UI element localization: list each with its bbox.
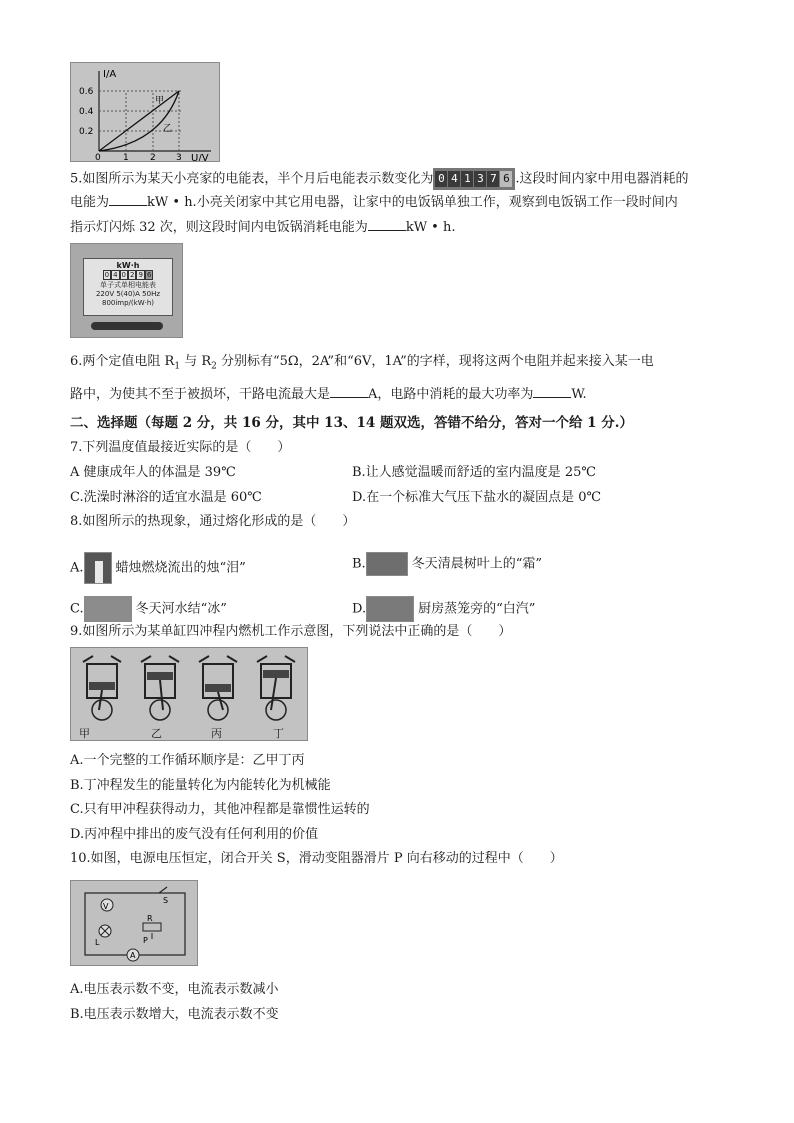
circuit-label-switch: S — [163, 896, 169, 905]
q8-option-a[interactable]: A. 蜡烛燃烧流出的烛“泪” — [70, 552, 246, 584]
circuit-photo — [70, 880, 198, 966]
engine-label-yi: 乙 — [151, 727, 162, 740]
circuit-label-ammeter: A — [130, 951, 136, 960]
q9-option-b[interactable]: B.丁冲程发生的能量转化为内能转化为机械能 — [70, 778, 331, 793]
meter-reading: 0 4 1 3 7 6 — [433, 168, 515, 190]
q6-line2: 路中，为使其不至于被损坏，干路电流最大是 A，电路中消耗的最大功率为 W. — [70, 387, 587, 402]
engine-strokes-photo — [70, 647, 308, 741]
engine-label-ding: 丁 — [273, 727, 284, 740]
q5-line3: 指示灯闪烁 32 次，则这段时间内电饭锅消耗电能为 kW • h. — [70, 220, 456, 235]
steamer-photo — [366, 596, 414, 622]
y-tick: 0.4 — [79, 107, 94, 117]
meter-caption: 220V 5(40)A 50Hz — [95, 290, 161, 298]
curve-label: 乙 — [163, 124, 173, 134]
circuit-label-lamp: L — [95, 938, 100, 947]
q9-option-a[interactable]: A.一个完整的工作循环顺序是：乙甲丁丙 — [70, 753, 305, 768]
q10-option-b[interactable]: B.电压表示数增大，电流表示数不变 — [70, 1007, 279, 1022]
q8-option-d[interactable]: D. 厨房蒸笼旁的“白汽” — [352, 596, 535, 622]
y-axis-label: I/A — [103, 69, 117, 80]
answer-blank[interactable] — [109, 193, 147, 206]
circuit-label-voltmeter: V — [103, 902, 109, 911]
engine-label-bing: 丙 — [211, 727, 222, 740]
q8-option-b[interactable]: B. 冬天清晨树叶上的“霜” — [352, 552, 542, 576]
frost-photo — [366, 552, 408, 576]
q9-stem: 9.如图所示为某单缸四冲程内燃机工作示意图，下列说法中正确的是（ ） — [70, 624, 512, 639]
iu-graph — [71, 63, 219, 161]
y-tick: 0.2 — [79, 127, 94, 137]
q7-option-b[interactable]: B.让人感觉温暖而舒适的室内温度是 25℃ — [352, 465, 596, 480]
engine-diagrams — [71, 648, 307, 740]
meter-unit: kW·h — [116, 261, 140, 270]
q6-line1: 6.两个定值电阻 $R_1$ 与 $R_2$ 分别标有“5Ω，2A”和“6V，1A”的字样，现将这两个电阻并起来接入某一电 — [70, 354, 654, 372]
meter-caption: 单子式单相电能表 — [100, 281, 156, 289]
meter-base — [91, 322, 163, 330]
electric-meter-photo — [70, 243, 183, 338]
q7-option-d[interactable]: D.在一个标准大气压下盐水的凝固点是 0℃ — [352, 490, 602, 505]
x-tick: 3 — [176, 153, 182, 161]
x-tick: 0 — [95, 153, 101, 161]
candle-photo — [84, 552, 112, 584]
engine-label-jia: 甲 — [79, 727, 90, 740]
q10-stem: 10.如图，电源电压恒定，闭合开关 S，滑动变阻器滑片 P 向右移动的过程中（ ） — [70, 851, 563, 866]
q9-option-c[interactable]: C.只有甲冲程获得动力，其他冲程都是靠惯性运转的 — [70, 802, 370, 817]
ice-river-photo — [84, 596, 132, 622]
q8-stem: 8.如图所示的热现象，通过熔化形成的是（ ） — [70, 514, 356, 529]
q7-option-a[interactable]: A 健康成年人的体温是 39℃ — [70, 465, 236, 480]
section-heading: 二、选择题（每题 2 分，共 16 分，其中 13、14 题双选，答错不给分，答对一个给 1 分.） — [70, 415, 633, 431]
answer-blank[interactable] — [330, 385, 368, 398]
q8-option-c[interactable]: C. 冬天河水结“冰” — [70, 596, 227, 622]
q10-option-a[interactable]: A.电压表示数不变，电流表示数减小 — [70, 982, 279, 997]
circuit-label-slider: P — [143, 936, 148, 945]
meter-face — [83, 258, 173, 316]
curve-label: 甲 — [155, 96, 165, 106]
circuit-label-resistor: R — [147, 914, 153, 923]
meter-caption: 800imp/(kW·h) — [101, 299, 155, 307]
q9-option-d[interactable]: D.丙冲程中排出的废气没有任何利用的价值 — [70, 827, 319, 842]
y-tick: 0.6 — [79, 87, 94, 97]
x-tick: 2 — [150, 153, 156, 161]
q5-line1: 5.如图所示为某天小亮家的电能表，半个月后电能表示数变化为 0 4 1 3 7 6 .这段时间内家中用电器消耗的 — [70, 168, 689, 190]
circuit-diagram — [71, 881, 197, 965]
x-tick: 1 — [123, 153, 129, 161]
iu-graph-photo — [70, 62, 220, 162]
q7-stem: 7.下列温度值最接近实际的是（ ） — [70, 440, 291, 455]
answer-blank[interactable] — [368, 218, 406, 231]
answer-blank[interactable] — [533, 385, 571, 398]
x-axis-label: U/V — [191, 153, 209, 161]
q5-line2: 电能为 kW • h.小亮关闭家中其它用电器，让家中的电饭锅单独工作，观察到电饭锅工作一段时间内 — [70, 195, 678, 210]
q7-option-c[interactable]: C.洗澡时淋浴的适宜水温是 60℃ — [70, 490, 262, 505]
meter-digits: 0 4 0 2 9 6 — [104, 271, 152, 279]
